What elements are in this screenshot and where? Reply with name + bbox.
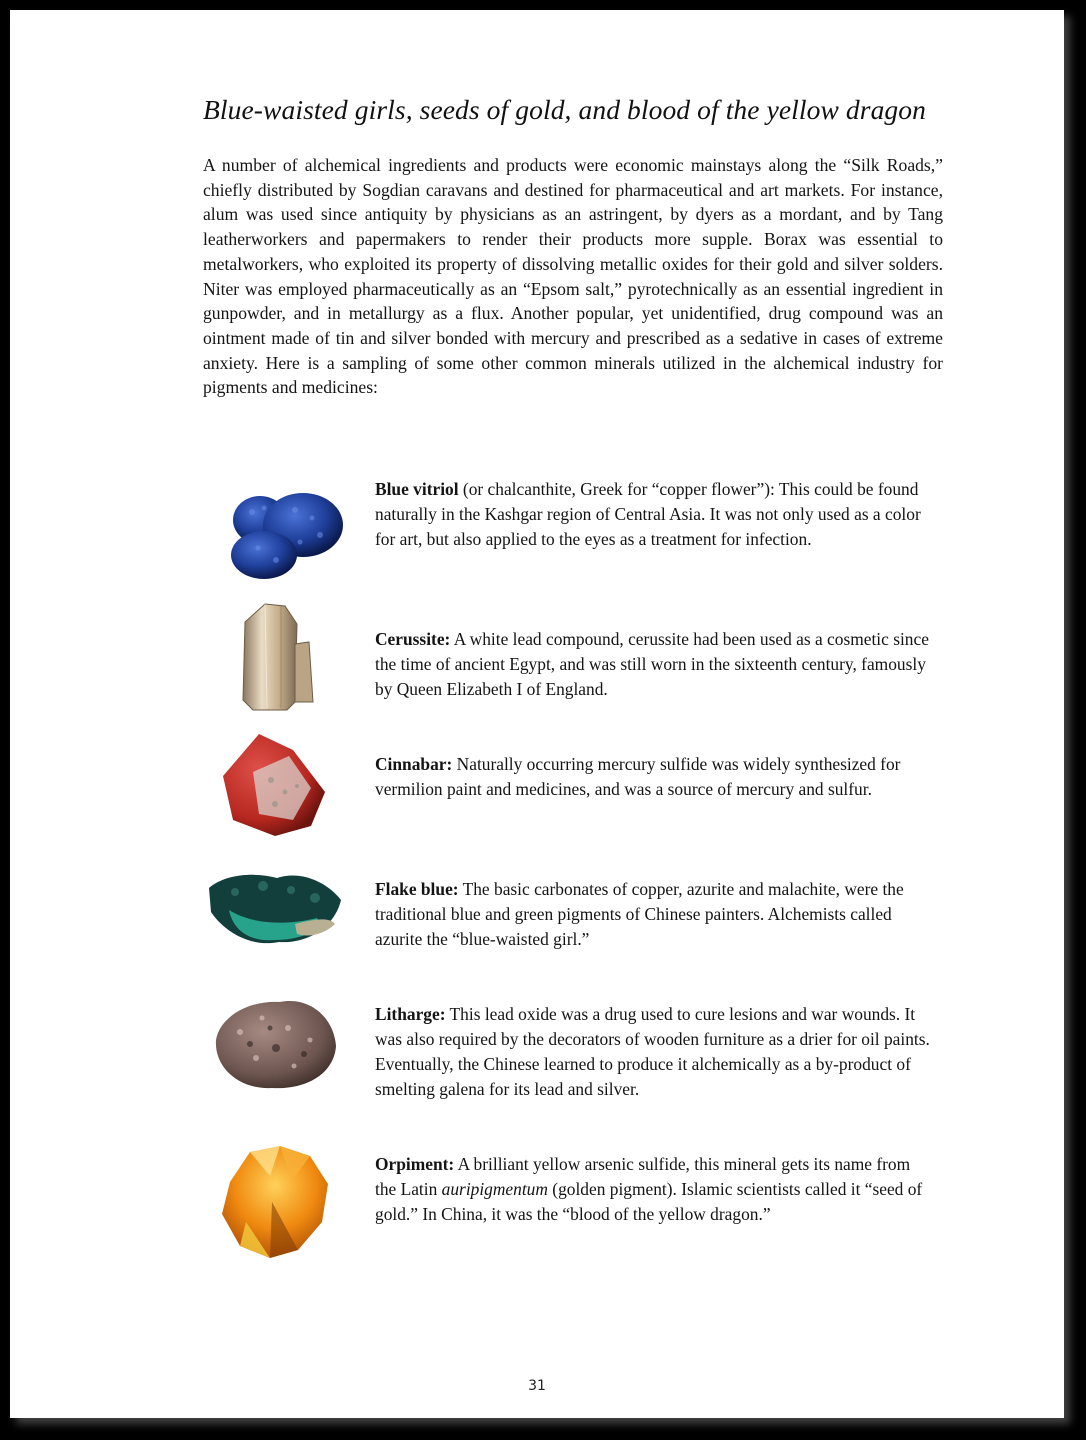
litharge-name: Litharge:: [375, 1004, 446, 1024]
cinnabar-name: Cinnabar:: [375, 754, 453, 774]
orpiment-image: [210, 1142, 340, 1262]
intro-paragraph: A number of alchemical ingredients and products were economic mainstays along the “Silk Roads,” chiefly distributed by Sogdian caravans and destined for pharmaceutical and art markets. For instance, alum was used since antiquity by physicians as an astringent, by dyers as a mordant, and by Tang leatherworkers and papermakers to render their products more supple. Borax was essential to metalworkers, who exploited its property of dissolving metallic oxides for their gold and silver solders. Niter was employed pharmaceutically as an “Epsom salt,” pyrotechnically as an essential ingredient in gunpowder, and in metallurgy as a flux. Another popular, yet unidentified, drug compound was an ointment made of tin and silver bonded with mercury and prescribed as a sedative in cases of extreme anxiety. Here is a sampling of some other common minerals utilized in the alchemical industry for pigments and medicines:: [203, 155, 943, 398]
litharge-entry: [375, 1002, 930, 1102]
orpiment-latin-term: auripigmentum: [441, 1179, 548, 1199]
blue-vitriol-entry: [375, 477, 930, 552]
cinnabar-image: [215, 728, 335, 840]
cinnabar-description: Naturally occurring mercury sulfide was widely synthesized for vermilion paint and medicines, and was a source of mercury and sulfur.: [375, 754, 901, 799]
book-page: [10, 10, 1064, 1418]
flake-blue-image: [205, 860, 345, 960]
page-title: Blue-waisted girls, seeds of gold, and blood of the yellow dragon: [203, 94, 926, 125]
orpiment-description-end: (golden pigment). Islamic scientists called it “seed of gold.” In China, it was the “blood of the yellow dragon.”: [375, 1179, 923, 1224]
cerussite-name: Cerussite:: [375, 629, 451, 649]
blue-vitriol-name: Blue vitriol: [375, 479, 459, 499]
blue-vitriol-image: [200, 480, 350, 590]
page-number: 31: [528, 1378, 546, 1394]
flake-blue-entry: [375, 877, 930, 952]
orpiment-entry: [375, 1152, 930, 1227]
litharge-description: This lead oxide was a drug used to cure lesions and war wounds. It was also required by the decorators of wooden furniture as a drier for oil paints. Eventually, the Chinese learned to produce it alchemically as a by-product of smelting galena for its lead and silver.: [375, 1004, 930, 1099]
cerussite-image: [215, 602, 335, 714]
litharge-image: [210, 988, 340, 1096]
cinnabar-entry: [375, 752, 930, 802]
flake-blue-description: The basic carbonates of copper, azurite and malachite, were the traditional blue and green pigments of Chinese painters. Alchemists called azurite the “blue-waisted girl.”: [375, 879, 904, 949]
cerussite-entry: [375, 627, 930, 702]
flake-blue-name: Flake blue:: [375, 879, 459, 899]
orpiment-name: Orpiment:: [375, 1154, 455, 1174]
orpiment-description-start: A brilliant yellow arsenic sulfide, this mineral gets its name from the Latin: [375, 1154, 911, 1199]
cerussite-description: A white lead compound, cerussite had been used as a cosmetic since the time of ancient Egypt, and was still worn in the sixteenth century, famously by Queen Elizabeth I of England.: [375, 629, 929, 699]
blue-vitriol-description: (or chalcanthite, Greek for “copper flower”): This could be found naturally in the Kashgar region of Central Asia. It was not only used as a color for art, but also applied to the eyes as a treatment for infection.: [375, 479, 921, 549]
